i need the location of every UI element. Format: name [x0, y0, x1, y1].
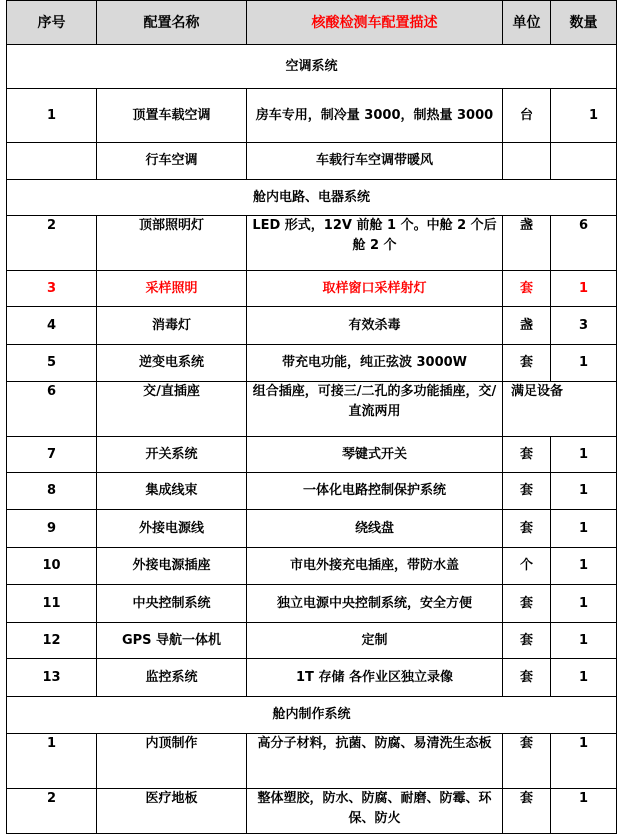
- cell-quantity: 1: [551, 548, 617, 585]
- cell-quantity: 3: [551, 307, 617, 345]
- cell-unit: 套: [503, 473, 551, 510]
- cell-quantity: 1: [551, 89, 617, 143]
- cell-config-name: 外接电源线: [97, 510, 247, 548]
- cell-quantity: 1: [551, 789, 617, 834]
- cell-config-description: 市电外接充电插座，带防水盖: [247, 548, 503, 585]
- section-title: 舱内制作系统: [7, 697, 617, 734]
- cell-serial-number: 2: [7, 216, 97, 271]
- cell-config-name: 消毒灯: [97, 307, 247, 345]
- table-row: [7, 659, 617, 697]
- table-row: [7, 623, 617, 659]
- header-config-name: 配置名称: [97, 1, 247, 45]
- table-row: [7, 734, 617, 789]
- header-row: [7, 1, 617, 45]
- cell-serial-number: 11: [7, 585, 97, 623]
- cell-config-name: 监控系统: [97, 659, 247, 697]
- cell-config-name: 中央控制系统: [97, 585, 247, 623]
- cell-quantity: 1: [551, 473, 617, 510]
- section-title: 空调系统: [7, 45, 617, 89]
- cell-quantity: 6: [551, 216, 617, 271]
- cell-config-description: 整体塑胶，防水、防腐、耐磨、防霉、环保、防火: [247, 789, 503, 834]
- cell-config-description: 组合插座，可接三/二孔的多功能插座，交/直流两用: [247, 382, 503, 437]
- cell-serial-number: 7: [7, 437, 97, 473]
- cell-unit: 套: [503, 510, 551, 548]
- cell-unit: [503, 143, 551, 180]
- header-quantity: 数量: [551, 1, 617, 45]
- cell-config-name: 开关系统: [97, 437, 247, 473]
- table-row: [7, 216, 617, 271]
- cell-config-name: 交/直插座: [97, 382, 247, 437]
- cell-config-description: 有效杀毒: [247, 307, 503, 345]
- cell-unit: 个: [503, 548, 551, 585]
- cell-config-name: 顶部照明灯: [97, 216, 247, 271]
- cell-quantity: 1: [551, 734, 617, 789]
- section-row: [7, 45, 617, 89]
- cell-serial-number: 6: [7, 382, 97, 437]
- cell-quantity: 1: [551, 510, 617, 548]
- cell-serial-number: 1: [7, 734, 97, 789]
- header-unit: 单位: [503, 1, 551, 45]
- table-header: [7, 1, 617, 45]
- table-row: [7, 307, 617, 345]
- table-row: [7, 437, 617, 473]
- cell-unit: 盏: [503, 307, 551, 345]
- cell-unit: 套: [503, 623, 551, 659]
- cell-quantity: 1: [551, 345, 617, 382]
- table-row: [7, 548, 617, 585]
- section-row: [7, 180, 617, 216]
- cell-config-description: 一体化电路控制保护系统: [247, 473, 503, 510]
- table-row: [7, 89, 617, 143]
- cell-serial-number: 12: [7, 623, 97, 659]
- table-row: [7, 143, 617, 180]
- cell-unit: 套: [503, 789, 551, 834]
- table-row: [7, 789, 617, 834]
- cell-config-name: 医疗地板: [97, 789, 247, 834]
- cell-unit-quantity: 满足设备: [503, 382, 617, 437]
- section-row: [7, 697, 617, 734]
- cell-serial-number: 1: [7, 89, 97, 143]
- cell-config-name: GPS 导航一体机: [97, 623, 247, 659]
- cell-unit: 套: [503, 659, 551, 697]
- cell-unit: 套: [503, 437, 551, 473]
- configuration-table: [6, 0, 617, 834]
- section-title: 舱内电路、电器系统: [7, 180, 617, 216]
- cell-config-description: 高分子材料，抗菌、防腐、易清洗生态板: [247, 734, 503, 789]
- table-row: [7, 382, 617, 437]
- cell-config-description: 车载行车空调带暖风: [247, 143, 503, 180]
- cell-quantity: 1: [551, 585, 617, 623]
- cell-config-name: 逆变电系统: [97, 345, 247, 382]
- header-config-description: 核酸检测车配置描述: [247, 1, 503, 45]
- cell-config-description: 带充电功能，纯正弦波 3000W: [247, 345, 503, 382]
- cell-quantity: [551, 143, 617, 180]
- cell-serial-number: 3: [7, 271, 97, 307]
- table-row: [7, 510, 617, 548]
- header-serial-number: 序号: [7, 1, 97, 45]
- table-row: [7, 473, 617, 510]
- cell-quantity: 1: [551, 271, 617, 307]
- cell-unit: 台: [503, 89, 551, 143]
- table-row: [7, 271, 617, 307]
- cell-serial-number: 5: [7, 345, 97, 382]
- cell-quantity: 1: [551, 437, 617, 473]
- cell-config-description: 房车专用，制冷量 3000，制热量 3000: [247, 89, 503, 143]
- cell-config-name: 顶置车载空调: [97, 89, 247, 143]
- cell-serial-number: 10: [7, 548, 97, 585]
- cell-unit: 套: [503, 345, 551, 382]
- cell-config-name: 采样照明: [97, 271, 247, 307]
- cell-serial-number: 2: [7, 789, 97, 834]
- cell-quantity: 1: [551, 659, 617, 697]
- cell-config-description: 琴键式开关: [247, 437, 503, 473]
- cell-config-name: 内顶制作: [97, 734, 247, 789]
- cell-config-description: LED 形式，12V 前舱 1 个。中舱 2 个后舱 2 个: [247, 216, 503, 271]
- cell-config-description: 定制: [247, 623, 503, 659]
- cell-config-description: 取样窗口采样射灯: [247, 271, 503, 307]
- cell-unit: 盏: [503, 216, 551, 271]
- table-row: [7, 585, 617, 623]
- cell-config-name: 行车空调: [97, 143, 247, 180]
- cell-serial-number: 13: [7, 659, 97, 697]
- cell-serial-number: 9: [7, 510, 97, 548]
- cell-quantity: 1: [551, 623, 617, 659]
- table-body: [7, 45, 617, 834]
- cell-config-description: 1T 存储 各作业区独立录像: [247, 659, 503, 697]
- cell-config-name: 集成线束: [97, 473, 247, 510]
- cell-unit: 套: [503, 585, 551, 623]
- table-row: [7, 345, 617, 382]
- cell-unit: 套: [503, 734, 551, 789]
- cell-unit: 套: [503, 271, 551, 307]
- cell-serial-number: [7, 143, 97, 180]
- cell-config-name: 外接电源插座: [97, 548, 247, 585]
- cell-serial-number: 8: [7, 473, 97, 510]
- cell-config-description: 绕线盘: [247, 510, 503, 548]
- cell-config-description: 独立电源中央控制系统，安全方便: [247, 585, 503, 623]
- cell-serial-number: 4: [7, 307, 97, 345]
